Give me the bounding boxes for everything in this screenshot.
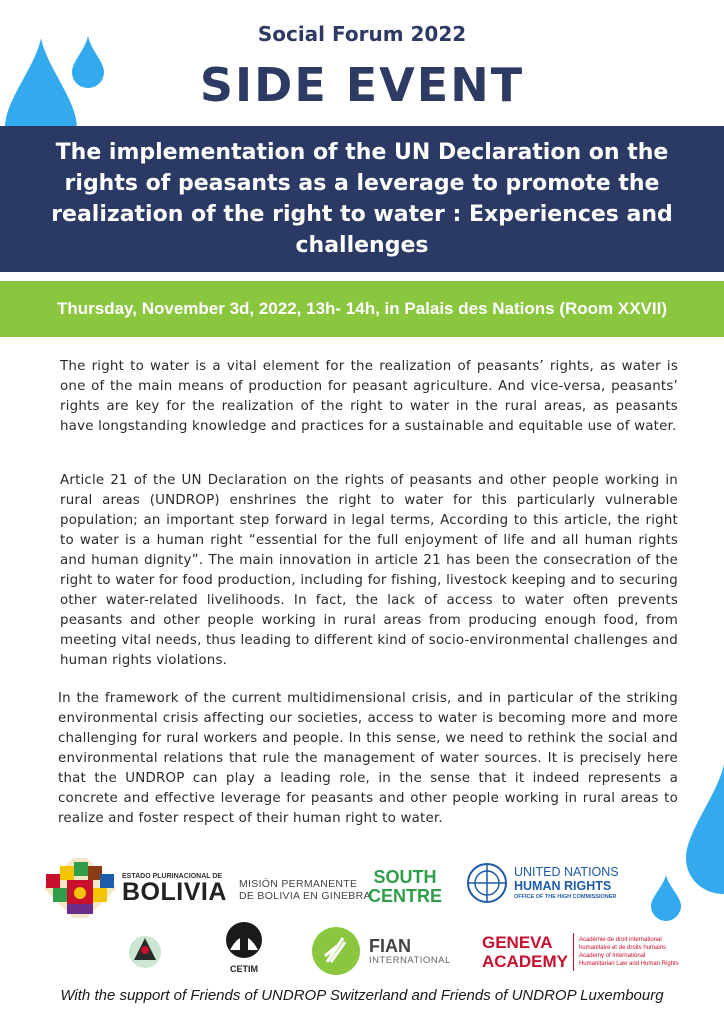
geneva-right-1: Académie de droit international (578, 937, 662, 943)
fian-line-1: FIAN (369, 935, 411, 956)
body-paragraph-3: In the framework of the current multidimensional crisis, and in particular of the striking environmental crisis affecting our societies, access to water is becoming more and more challenging for rural workers and people. In this sense, we need to rethink the social and environmental relations that rule the management of water sources. It is precisely here that the UNDROP can play a leading role, in the sense that it indeed represents a concrete and effective leverage for peasants and other people working in rural areas to realize and foster respect of their human right to water. (58, 691, 678, 826)
logo-bolivia (44, 858, 227, 918)
support-line: With the support of Friends of UNDROP Switzerland and Friends of UNDROP Luxembourg (60, 987, 664, 1004)
geneva-right-3: Academy of International (578, 953, 646, 959)
bolivia-small-text: ESTADO PLURINACIONAL DE (122, 872, 223, 880)
unhr-line-2: HUMAN RIGHTS (514, 878, 612, 893)
logo-geneva-academy (482, 933, 679, 971)
mision-line-2: DE BOLIVIA EN GINEBRA (239, 890, 371, 902)
geneva-line-1: GENEVA (482, 933, 553, 952)
mision-line-1: MISIÓN PERMANENTE (239, 878, 358, 890)
bolivia-emblem-icon (44, 858, 116, 918)
geneva-right-4: Humanitarian Law and Human Rights (578, 961, 679, 967)
logo-fian (311, 926, 451, 976)
bolivia-big-text: BOLIVIA (122, 877, 227, 906)
logo-south-centre (368, 868, 442, 906)
unhr-line-3: OFFICE OF THE HIGH COMMISSIONER (514, 893, 617, 900)
logo-mision-permanente (239, 878, 371, 902)
south-line-2: CENTRE (368, 886, 443, 906)
body-paragraph-1: The right to water is a vital element for the realization of peasants’ rights, as water is one of the main means of production for peasant agriculture. And vice-versa, peasants’ rights are key for the realization of the right to water in the rural areas, as peasants have longstanding knowledge and practices for a sustainable and equitable use of water. (60, 359, 678, 434)
logo-via-campesina (104, 922, 186, 980)
logo-un-human-rights (466, 862, 619, 904)
date-band (0, 281, 724, 337)
un-emblem-icon (466, 862, 508, 904)
cetim-emblem-icon (220, 920, 268, 964)
event-title: SIDE EVENT (199, 58, 525, 112)
south-line-1: SOUTH (373, 867, 437, 887)
fian-emblem-icon (311, 926, 361, 976)
event-topic-title: The implementation of the UN Declaration on the rights of peasants as a leverage to promote the realization of the right to water : Experiences and challenges (51, 140, 673, 258)
geneva-right-2: humanitaire et de droits humains (578, 945, 666, 951)
cetim-label: CETIM (230, 964, 258, 974)
water-drop-right-small-icon (651, 875, 681, 921)
forum-title: Social Forum 2022 (257, 22, 467, 46)
logo-cetim (220, 920, 268, 974)
title-band (0, 126, 724, 272)
water-drop-right-icon (686, 764, 724, 894)
body-paragraph-2: Article 21 of the UN Declaration on the rights of peasants and other people working in rural areas (UNDROP) enshrines the right to water for this particularly vulnerable population; an important step forward in legal terms, According to this article, the right to water is a human right “essential for the full enjoyment of life and all human rights and human dignity”. The main innovation in article 21 has been the consecration of the right to water for food production, including for fishing, livestock keeping and to securing other water-related livelihoods. In fact, the lack of access to water often prevents peasants and other people working in rural areas from producing enough food, from meeting vital needs, thus leading to different kind of socio-environmental challenges and human rights violations. (60, 473, 678, 668)
via-campesina-emblem-icon (104, 922, 186, 980)
event-date-location: Thursday, November 3d, 2022, 13h- 14h, in Palais des Nations (Room XXVII) (57, 299, 667, 318)
fian-line-2: INTERNATIONAL (369, 954, 451, 966)
unhr-line-1: UNITED NATIONS (514, 864, 619, 879)
geneva-line-2: ACADEMY (482, 952, 568, 971)
